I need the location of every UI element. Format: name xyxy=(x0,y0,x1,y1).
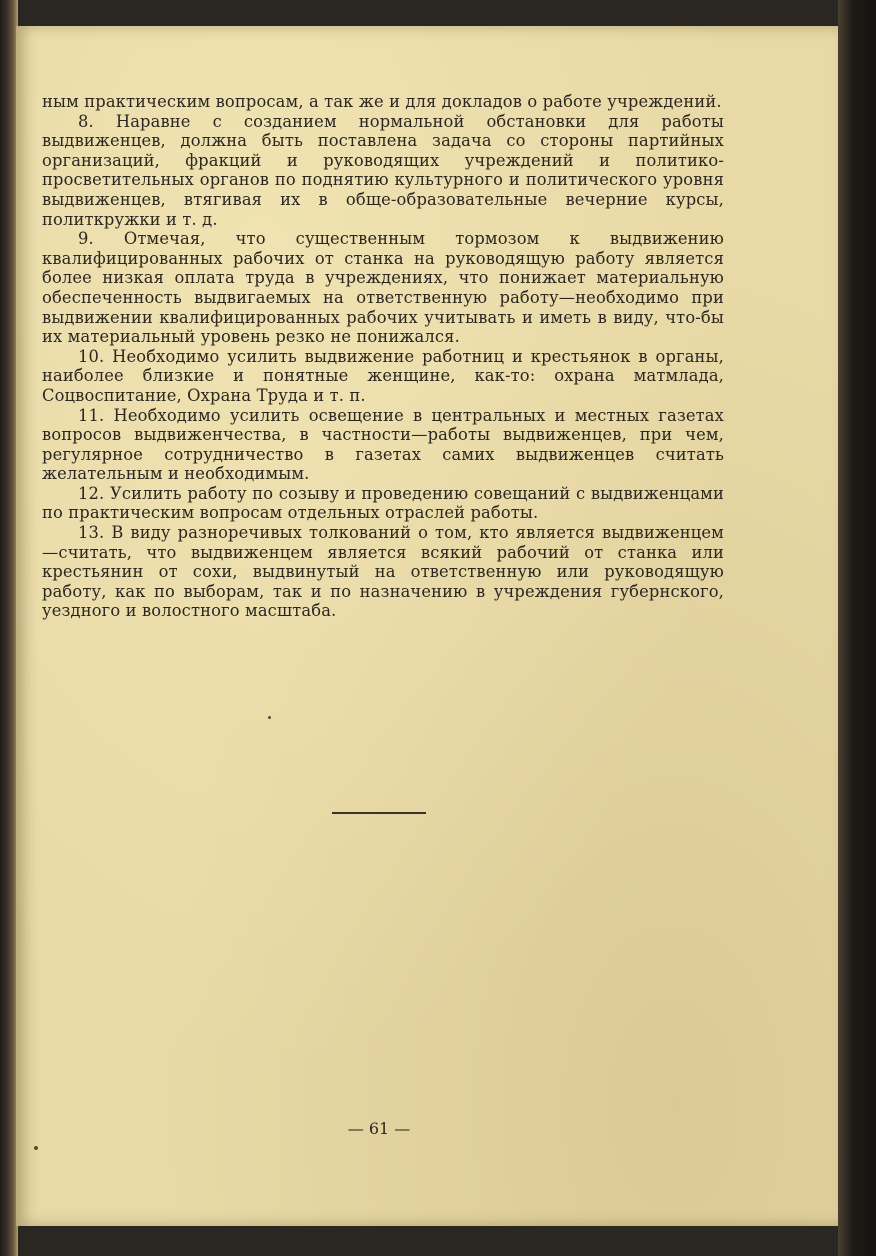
paragraph-continuation: ным практическим вопросам, а так же и для докладов о работе учреждений. xyxy=(42,92,722,111)
paragraph-item-11: 11. Необходимо усилить освещение в центральных и местных газетах вопросов выдвиженчества, в частности—работы выдвиженцев, при чем, регулярное сотрудничество в газетах самих выдвиженцев считать желательным и необходимым. xyxy=(42,405,724,484)
section-divider xyxy=(332,812,426,814)
page-number: — 61 — xyxy=(347,1119,411,1138)
paragraph-item-12: 12. Усилить работу по созыву и проведению совещаний с выдвиженцами по практическим вопросам отдельных отраслей работы. xyxy=(42,483,724,523)
paragraph-item-9: 9. Отмечая, что существенным тормозом к выдвижению квалифицированных рабочих от станка на руководящую работу является более низкая оплата труда в учреждениях, что понижает материальную обеспеченность выдвигаемых на ответственную работу—необходимо при выдвижении квалифицированных рабочих учитывать и иметь в виду, что-бы их материальный уровень резко не понижался. xyxy=(42,229,724,347)
paper-speck xyxy=(34,1146,38,1150)
body-text xyxy=(42,92,724,621)
paragraph-item-13: 13. В виду разноречивых толкований о том, кто является выдвиженцем—считать, что выдвиженцем является всякий рабочий от станка или крестьянин от сохи, выдвинутый на ответственную или руководящую работу, как по выборам, так и по назначению в учреждения губернского, уездного и волостного масштаба. xyxy=(42,523,724,621)
paragraph-item-10: 10. Необходимо усилить выдвижение работниц и крестьянок в органы, наиболее близкие и понятные женщине, как-то: охрана матмлада, Соцвоспитание, Охрана Труда и т. п. xyxy=(42,346,724,405)
document-page xyxy=(16,26,838,1226)
right-background-edge xyxy=(838,0,876,1256)
paragraph-item-8: 8. Наравне с созданием нормальной обстановки для работы выдвиженцев, должна быть поставлена задача со стороны партийных организаций, фракций и руководящих учреждений и политико-просветительных органов по поднятию культурного и политического уровня выдвиженцев, втягивая их в обще-образовательные вечерние курсы, политкружки и т. д. xyxy=(42,111,724,229)
paper-speck xyxy=(268,716,271,719)
